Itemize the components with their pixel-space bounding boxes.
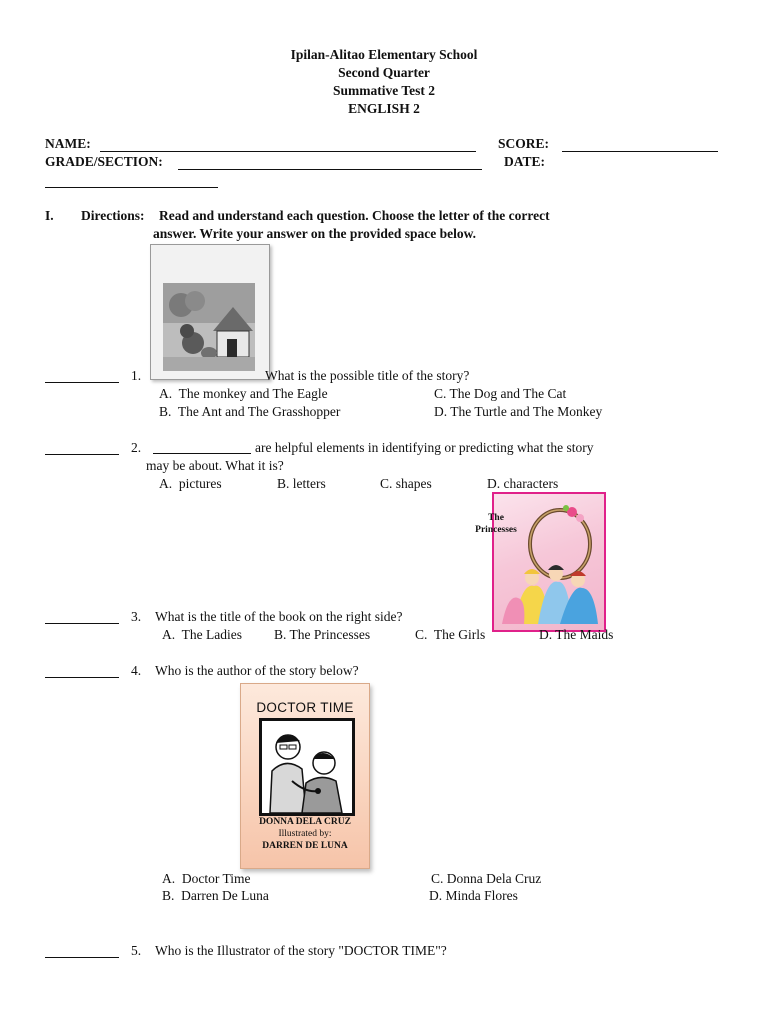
question-text: What is the title of the book on the right side?	[155, 609, 403, 624]
directions-label: Directions:	[81, 208, 145, 223]
choice-item[interactable]: D. Minda Flores	[429, 888, 518, 903]
choice-item[interactable]: B. The Ant and The Grasshopper	[159, 404, 341, 419]
section-roman: I.	[45, 208, 54, 223]
score-label: SCORE:	[498, 136, 550, 151]
princesses-book-title: The Princesses	[475, 513, 517, 535]
illustrated-by-label: Illustrated by:	[278, 829, 332, 839]
doctor-illustration	[259, 718, 355, 816]
answer-blank-3[interactable]	[45, 623, 119, 624]
choice-item[interactable]: D. The Maids	[539, 627, 614, 642]
question-number: 3.	[131, 609, 142, 624]
choice-item[interactable]: C. The Dog and The Cat	[434, 386, 567, 401]
choice-item[interactable]: A. The monkey and The Eagle	[159, 386, 328, 401]
doctor-patient-image	[262, 721, 352, 813]
story-picture	[150, 244, 270, 380]
choice-item[interactable]: B. Darren De Luna	[162, 888, 269, 903]
date-field[interactable]	[45, 187, 218, 188]
directions-line-1: Read and understand each question. Choose the letter of the correct	[159, 208, 550, 223]
school-name: Ipilan-Alitao Elementary School	[290, 47, 478, 62]
choice-item[interactable]: C. The Girls	[415, 627, 486, 642]
directions-line-2: answer. Write your answer on the provided space below.	[153, 226, 477, 241]
doctor-time-book-cover	[240, 683, 370, 869]
question-text: Who is the Illustrator of the story "DOCTOR TIME"?	[155, 943, 447, 958]
grade-section-field[interactable]	[178, 169, 482, 170]
question-number: 4.	[131, 663, 142, 678]
choice-item[interactable]: A. The Ladies	[162, 627, 242, 642]
quarter-label: Second Quarter	[338, 65, 430, 80]
question-number: 2.	[131, 440, 142, 455]
choice-item[interactable]: B. The Princesses	[274, 627, 371, 642]
grade-section-label: GRADE/SECTION:	[45, 154, 163, 169]
question-number: 1.	[131, 368, 142, 383]
question-text: are helpful elements in identifying or predicting what the story	[255, 440, 594, 455]
choice-item[interactable]: A. pictures	[159, 476, 222, 491]
question-text: Who is the author of the story below?	[155, 663, 359, 678]
answer-blank-2[interactable]	[45, 454, 119, 455]
choice-item[interactable]: C. Donna Dela Cruz	[431, 871, 542, 886]
answer-blank-1[interactable]	[45, 382, 119, 383]
date-label: DATE:	[504, 154, 546, 169]
name-label: NAME:	[45, 136, 91, 151]
princesses-book-cover	[475, 492, 606, 632]
choice-item[interactable]: B. letters	[277, 476, 326, 491]
choice-item[interactable]: D. characters	[487, 476, 559, 491]
choice-item[interactable]: D. The Turtle and The Monkey	[434, 404, 603, 419]
book-illustrator: DARREN DE LUNA	[262, 841, 348, 851]
question-number: 5.	[131, 943, 142, 958]
question-text-continued: may be about. What it is?	[146, 458, 284, 473]
name-field[interactable]	[100, 151, 476, 152]
doctor-time-title: DOCTOR TIME	[256, 700, 354, 715]
question-text: What is the possible title of the story?	[265, 368, 470, 383]
dog-cat-scene-image	[151, 245, 269, 379]
book-author: DONNA DELA CRUZ	[259, 817, 351, 827]
choice-item[interactable]: C. shapes	[380, 476, 432, 491]
score-field[interactable]	[562, 151, 718, 152]
test-title: Summative Test 2	[332, 83, 435, 98]
choice-item[interactable]: A. Doctor Time	[162, 871, 251, 886]
answer-blank-5[interactable]	[45, 957, 119, 958]
fill-in-blank	[153, 453, 251, 454]
answer-blank-4[interactable]	[45, 677, 119, 678]
subject-title: ENGLISH 2	[348, 101, 420, 116]
